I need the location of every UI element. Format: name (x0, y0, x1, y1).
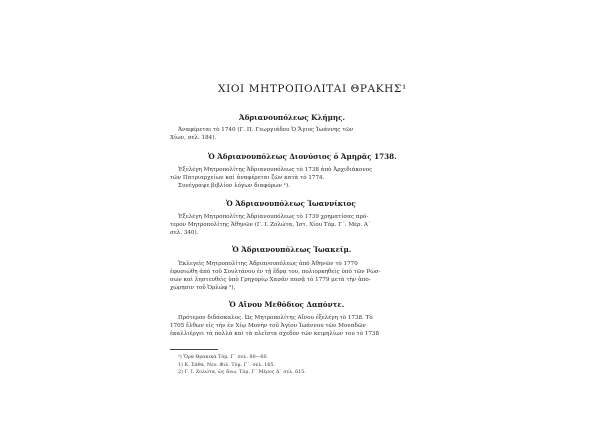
section-heading: Ὁ Ἀδριανουπόλεως Ἰωαννίκιος (226, 199, 356, 208)
paragraph-line: ἐφυσιώθη ἀπὸ τοῦ Σουλτάνου ἐν τῇ ἕδρᾳ του, πολιορκηθεὶς ὑπὸ τῶν Ρώσ- (170, 269, 381, 275)
footnotes (178, 354, 306, 377)
paragraph-line: ἐκαλλιέργει τὰ πολλὰ καὶ τὰ πλεῖστα σχεδὸν τῶν κειμηλίων του τὸ 1738 (170, 331, 379, 337)
paragraph-line: Ἐξελέγη Μητροπολίτης Ἀδριανουπόλεως τὸ 1738 ἀπὸ Ἀρχιδιάκονος (178, 167, 373, 173)
section-body (170, 213, 440, 237)
section-body (170, 126, 440, 142)
paragraph-line: Πρότερον διδάσκαλος. Ὡς Μητροπολίτης Αἴνου ἐξελέγη τὸ 1738. Τὸ (178, 315, 373, 321)
paragraph-line: Χίων, σελ. 184). (170, 135, 217, 141)
footnote: ¹) Ὅρα Θρακικὰ Τόμ. Γ΄ σελ. 80—60. (178, 355, 269, 360)
paragraph-line: Ἐξελέγη Μητροπολίτης Ἀδριανουπόλεως τὸ 1739 χρηματίσας πρό- (178, 214, 369, 220)
section-heading: Ὁ Αἴνου Μεθόδιος Δαπόντε. (229, 300, 345, 309)
footnote-divider (170, 349, 218, 350)
paragraph-line: τῶν Πατριαρχείων καὶ ἀναφέρεται ζῶν κατὰ τὸ 1774. (170, 175, 325, 181)
paragraph-line: τερον Μητροπολίτης Ἀθηνῶν (Γ. Ι. Ζολώτα, Ἱστ. Χίου Τόμ. Γ΄. Μέρ. Α΄ (170, 222, 371, 228)
section-body (170, 260, 440, 292)
page-title: ΧΙΟΙ ΜΗΤΡΟΠΟΛΙΤΑΙ ΘΡΑΚΗΣ¹ (218, 83, 407, 95)
footnote: 1) Κ. Σάθα, Νεο. Φιλ. Τόμ. Γ΄. σελ. 165. (178, 362, 275, 368)
paragraph-line: 1705 ἔλθων εἰς τὴν ἐν Χίῳ Μονὴν τοῦ Ἁγίου Ἰωάννου τῶν Μοναδῶν (170, 323, 366, 329)
paragraph-line: Ἐκλεγεὶς Μητροπολίτης Ἀδριανουπόλεως ἀπὸ Ἀθηνῶν τὸ 1770 (178, 261, 358, 267)
section-heading: Ὁ Ἀδριανουπόλεως Ἰωακείμ. (232, 245, 352, 254)
paragraph-line: Ἀναφέρεται τὸ 1740 (Γ. Π. Γεωργιάδου Ὁ Ἅγιος Ἰωάννης τῶν (178, 127, 354, 133)
section-body (170, 314, 440, 338)
paragraph-line: Συνέγραψε βιβλίον λόγων διαφόρων ¹). (178, 183, 290, 189)
paragraph-line: σων καὶ ληστευθεὶς ὑπὸ Γρηγορίῳ Χασᾶν πασᾷ τὸ 1779 μετὰ τὴν ἀπο- (170, 277, 371, 283)
footnote: 2) Γ. Ι. Ζολώτα, ὡς ἄνω, Τόμ. Γ΄ Μέρος Δ΄ σελ. 615. (178, 370, 306, 376)
section-heading: Ἀδριανουπόλεως Κλήμης. (239, 113, 345, 122)
paragraph-line: σελ. 340). (170, 230, 199, 236)
section-body (170, 166, 440, 190)
section-heading: Ὁ Ἀδριανουπόλεως Διονύσιος ὁ Ἀμηρᾶς 1738. (208, 152, 397, 161)
paragraph-line: χώρησιν τοῦ Ὀρλώφ ²). (170, 285, 236, 291)
